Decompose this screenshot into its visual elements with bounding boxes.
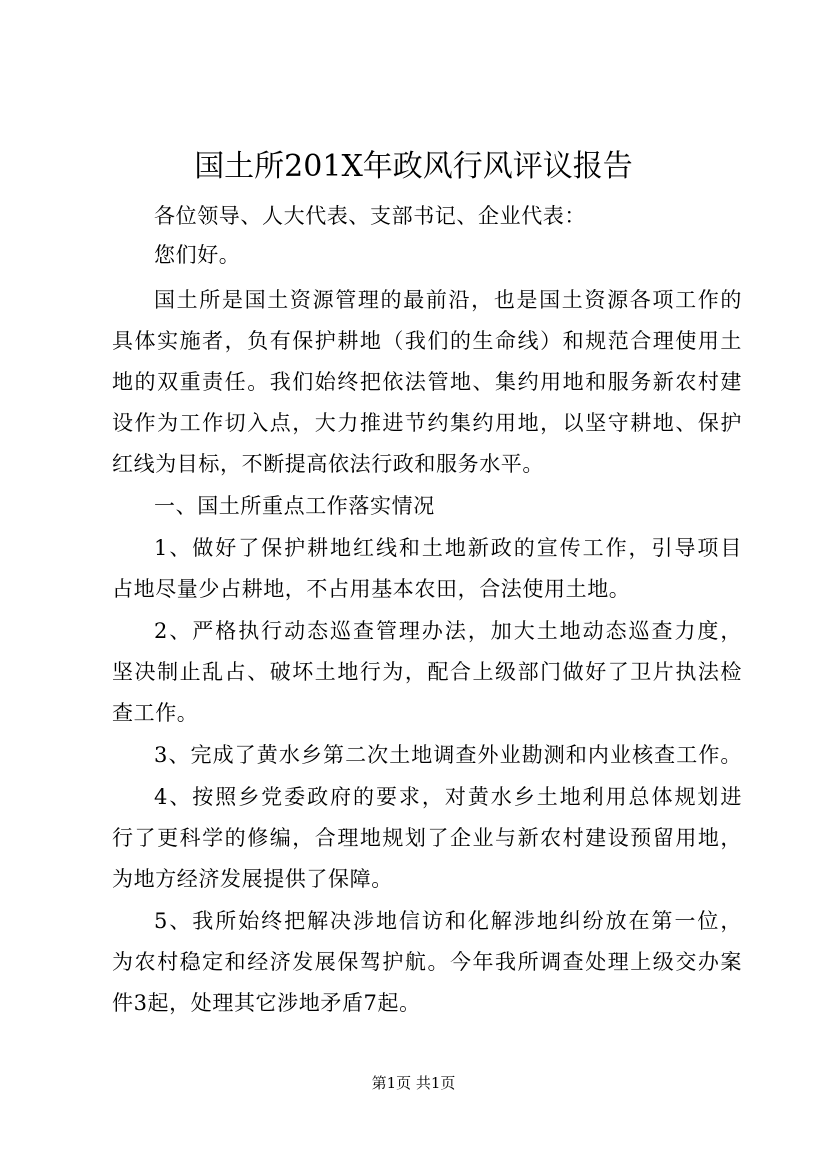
paragraph-line: 3、完成了黄水乡第二次土地调查外业勘测和内业核查工作。	[154, 743, 742, 767]
paragraph-line: 行了更科学的修编，合理地规划了企业与新农村建设预留用地，	[112, 826, 742, 850]
document-title: 国土所201X年政风行风评议报告	[194, 149, 633, 184]
paragraph-line: 5、我所始终把解决涉地信访和化解涉地纠纷放在第一位，	[154, 909, 742, 933]
paragraph-line: 占地尽量少占耕地，不占用基本农田，合法使用土地。	[112, 577, 631, 601]
paragraph-line: 具体实施者，负有保护耕地（我们的生命线）和规范合理使用土	[112, 329, 742, 353]
paragraph-line: 1、做好了保护耕地红线和土地新政的宣传工作，引导项目	[154, 536, 742, 560]
section-heading: 一、国土所重点工作落实情况	[154, 494, 435, 518]
paragraph-line: 设作为工作切入点，大力推进节约集约用地，以坚守耕地、保护	[112, 411, 742, 435]
greeting: 您们好。	[154, 243, 241, 267]
paragraph-line: 件3起，处理其它涉地矛盾7起。	[112, 991, 421, 1015]
page-number-footer: 第1页 共1页	[371, 1074, 456, 1092]
paragraph-line: 红线为目标，不断提高依法行政和服务水平。	[112, 452, 544, 476]
paragraph-line: 2、严格执行动态巡查管理办法，加大土地动态巡查力度，	[154, 619, 742, 643]
salutation: 各位领导、人大代表、支部书记、企业代表：	[154, 204, 586, 228]
paragraph-line: 地的双重责任。我们始终把依法管地、集约用地和服务新农村建	[112, 370, 742, 394]
paragraph-line: 为农村稳定和经济发展保驾护航。今年我所调查处理上级交办案	[112, 950, 742, 974]
paragraph-line: 坚决制止乱占、破坏土地行为，配合上级部门做好了卫片执法检	[112, 660, 742, 684]
paragraph-line: 为地方经济发展提供了保障。	[112, 867, 393, 891]
paragraph-line: 查工作。	[112, 701, 199, 725]
paragraph-line: 国土所是国土资源管理的最前沿，也是国土资源各项工作的	[154, 288, 742, 312]
paragraph-line: 4、按照乡党委政府的要求，对黄水乡土地利用总体规划进	[154, 785, 742, 809]
